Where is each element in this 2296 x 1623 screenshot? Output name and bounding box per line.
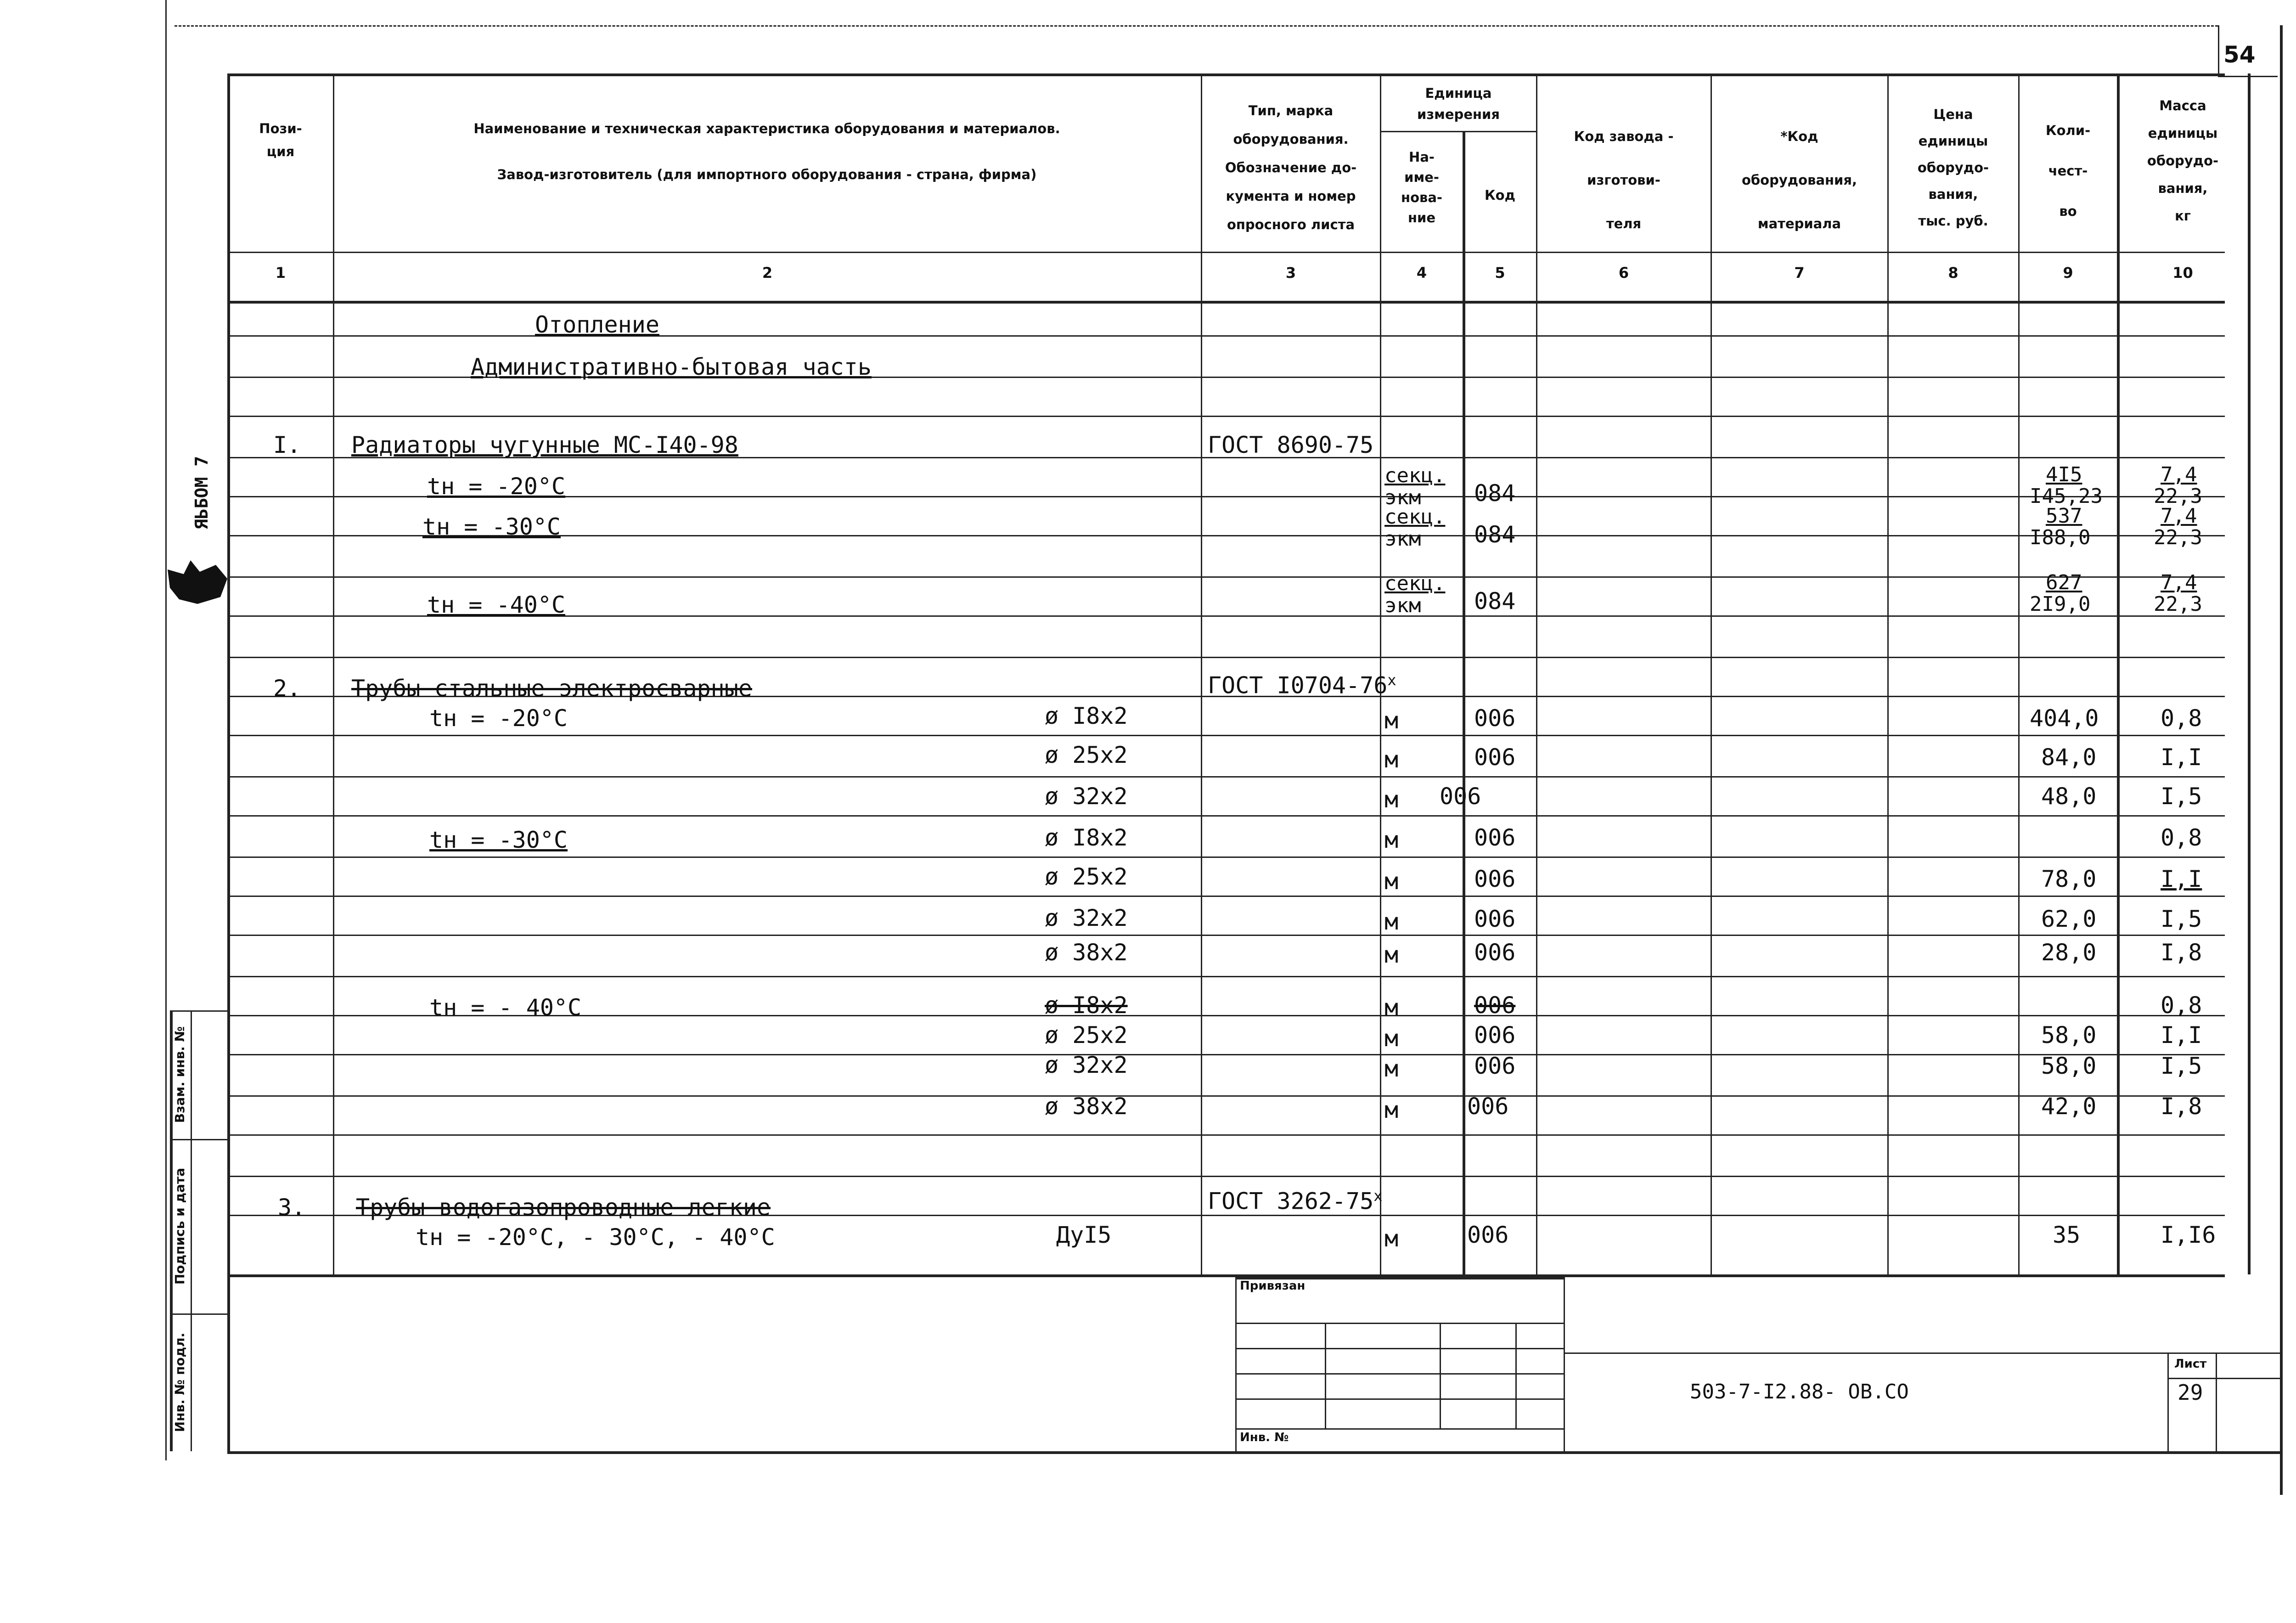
pipe-unit: м xyxy=(1384,908,1399,935)
side-stamp-line xyxy=(191,1010,192,1451)
col-number: 6 xyxy=(1618,264,1629,282)
item-2-name: Трубы стальные электросварные xyxy=(351,675,752,702)
title-block-list-label: Лист xyxy=(2174,1357,2207,1371)
title-block-line xyxy=(1235,1323,1564,1324)
item-2-temp-label: tн = -20°С xyxy=(429,705,568,732)
row-line xyxy=(227,657,2225,658)
pipe-unit: м xyxy=(1384,941,1399,968)
side-stamp-line xyxy=(170,1313,227,1315)
item-1-unit-bottom: экм xyxy=(1384,594,1421,617)
item-3-qty: 35 xyxy=(2053,1222,2081,1248)
sheet-number: 54 xyxy=(2223,41,2256,68)
pipe-unit: м xyxy=(1384,1097,1399,1123)
pipe-qty: 48,0 xyxy=(2041,783,2097,810)
pipe-code: 006 xyxy=(1474,705,1516,732)
item-1-mass-top: 7,4 xyxy=(2161,504,2197,528)
row-line xyxy=(227,1095,2225,1097)
item-3-size: ДуI5 xyxy=(1056,1222,1112,1248)
pipe-mass: I,I xyxy=(2161,866,2202,892)
item-1-name: Радиаторы чугунные МС-I40-98 xyxy=(351,432,738,458)
pipe-size: ø 25x2 xyxy=(1045,742,1128,768)
header-price: Цена единицы оборудо- вания, тыс. руб. xyxy=(1917,107,1989,229)
col-line xyxy=(1711,73,1712,1274)
item-2-temp-label: tн = - 40°С xyxy=(429,994,582,1021)
item-2-temp-label: tн = -30°С xyxy=(429,827,568,853)
pipe-size: ø I8x2 xyxy=(1045,824,1128,851)
title-block-line xyxy=(1235,1348,1564,1349)
title-block-line xyxy=(1564,1352,2280,1354)
pipe-qty: 84,0 xyxy=(2041,744,2097,771)
pipe-mass: 0,8 xyxy=(2161,705,2202,732)
item-3-unit: м xyxy=(1384,1225,1399,1252)
row-line xyxy=(227,976,2225,977)
subsection-title: Административно-бытовая часть xyxy=(471,354,872,380)
title-block-privyazan: Привязан xyxy=(1240,1279,1306,1293)
row-line xyxy=(227,576,2225,578)
row-line xyxy=(227,935,2225,936)
item-1-qty-top: 4I5 xyxy=(2046,463,2082,486)
item-1-code: 084 xyxy=(1474,521,1516,548)
header-factory-code: Код завода - изготови- теля xyxy=(1574,129,1674,231)
row-line xyxy=(227,335,2225,337)
pipe-size: ø 38x2 xyxy=(1045,939,1128,966)
item-3-temp-label: tн = -20°С, - 30°С, - 40°С xyxy=(416,1224,775,1251)
pipe-mass: I,I xyxy=(2161,744,2202,771)
title-block-line xyxy=(1515,1323,1517,1428)
item-1-unit-top: секц. xyxy=(1384,464,1446,487)
frame-left-line xyxy=(165,0,167,1460)
col-line xyxy=(2248,73,2251,1274)
pipe-code: 006 xyxy=(1467,1093,1509,1120)
item-1-qty-bottom: I45,23 xyxy=(2030,485,2103,508)
col-number: 10 xyxy=(2172,264,2193,282)
pipe-size: ø 25x2 xyxy=(1045,1022,1128,1048)
col-line xyxy=(1887,73,1889,1274)
item-1-qty-top: 537 xyxy=(2046,504,2082,528)
pipe-code: 006 xyxy=(1474,824,1516,851)
item-1-mass-bottom: 22,3 xyxy=(2154,592,2202,616)
numbers-bottom xyxy=(227,301,2225,304)
title-block-list-number: 29 xyxy=(2178,1380,2203,1405)
header-unit-name: На- име- нова- ние xyxy=(1401,149,1442,225)
pipe-qty: 42,0 xyxy=(2041,1093,2097,1120)
row-line xyxy=(227,776,2225,778)
pipe-size: ø I8x2 xyxy=(1045,992,1128,1019)
pipe-qty: 404,0 xyxy=(2030,705,2099,732)
pipe-mass: I,I xyxy=(2161,1022,2202,1048)
pipe-mass: I,5 xyxy=(2161,906,2202,932)
pipe-code: 006 xyxy=(1474,866,1516,892)
frame-top-line xyxy=(174,25,2218,27)
sheet-number-box-border xyxy=(2218,25,2219,76)
row-line xyxy=(227,735,2225,736)
frame-right-line xyxy=(2280,25,2283,1495)
pipe-code: 006 xyxy=(1474,992,1516,1019)
title-block-line xyxy=(2216,1352,2217,1451)
table-top xyxy=(227,73,2225,76)
pipe-mass: I,8 xyxy=(2161,939,2202,966)
title-block-line xyxy=(1235,1398,1564,1400)
pipe-code: 006 xyxy=(1474,744,1516,771)
col-number: 3 xyxy=(1285,264,1296,282)
item-1-qty-top: 627 xyxy=(2046,571,2082,594)
col-number: 4 xyxy=(1416,264,1427,282)
pipe-code: 006 xyxy=(1474,906,1516,932)
col-line xyxy=(2117,73,2120,1274)
frame-bottom xyxy=(227,1451,2280,1454)
header-unit-code: Код xyxy=(1484,187,1516,203)
pipe-unit: м xyxy=(1384,746,1399,773)
header-manufacturer: Завод-изготовитель (для импортного оборудования - страна, фирма) xyxy=(497,167,1037,182)
title-block-line xyxy=(1564,1277,1565,1451)
pipe-size: ø 38x2 xyxy=(1045,1093,1128,1120)
item-1-mass-top: 7,4 xyxy=(2161,571,2197,594)
item-1-mass-top: 7,4 xyxy=(2161,463,2197,486)
pipe-size: ø 32x2 xyxy=(1045,1052,1128,1078)
item-1-temp-label: tн = -30°С xyxy=(422,513,561,540)
side-stamp-sign-date: Подпись и дата xyxy=(172,1167,187,1285)
pipe-unit: м xyxy=(1384,1055,1399,1082)
title-block-line xyxy=(1440,1323,1441,1428)
row-line xyxy=(227,416,2225,417)
col-line xyxy=(2018,73,2020,1274)
title-block-line xyxy=(1235,1277,1237,1451)
item-1-unit-bottom: экм xyxy=(1384,486,1421,509)
item-1-qty-bottom: I88,0 xyxy=(2030,526,2091,549)
pipe-unit: м xyxy=(1384,1025,1399,1052)
row-line xyxy=(227,1054,2225,1055)
header-quantity: Коли- чест- во xyxy=(2045,123,2091,219)
title-block-inv-no: Инв. № xyxy=(1240,1431,1289,1444)
header-mass: Масса единицы оборудо- вания, кг xyxy=(2147,98,2219,224)
item-1-mass-bottom: 22,3 xyxy=(2154,485,2202,508)
title-block-line xyxy=(1235,1428,1564,1430)
pipe-size: ø 32x2 xyxy=(1045,783,1128,810)
side-note: ЯЬБОМ 7 xyxy=(191,456,212,530)
pipe-code: 006 xyxy=(1474,1053,1516,1079)
row-line xyxy=(227,1134,2225,1136)
side-stamp-inv-podl: Инв. № подл. xyxy=(172,1332,187,1432)
item-3-position: 3. xyxy=(278,1194,306,1221)
header-unit: Единица измерения xyxy=(1417,85,1500,122)
col-number: 9 xyxy=(2063,264,2073,282)
row-line xyxy=(227,1176,2225,1177)
pipe-unit: м xyxy=(1384,707,1399,734)
pipe-unit: м xyxy=(1384,868,1399,895)
col-number: 7 xyxy=(1794,264,1805,282)
pipe-unit: м xyxy=(1384,827,1399,853)
side-stamp-inv-zam: Взам. инв. № xyxy=(172,1026,187,1123)
pipe-qty: 58,0 xyxy=(2041,1022,2097,1048)
col-line xyxy=(1201,73,1202,1274)
row-line xyxy=(227,815,2225,817)
row-line xyxy=(227,857,2225,858)
header-type: Тип, марка оборудования. Обозначение до- кумента и номер опросного листа xyxy=(1225,103,1357,232)
title-block-line xyxy=(2167,1352,2169,1451)
col-number: 5 xyxy=(1495,264,1505,282)
col-number: 1 xyxy=(275,264,286,282)
pipe-code: 006 xyxy=(1474,939,1516,966)
item-1-qty-bottom: 2I9,0 xyxy=(2030,592,2091,616)
section-title: Отопление xyxy=(535,311,659,338)
pipe-mass: 0,8 xyxy=(2161,824,2202,851)
item-2-doc: ГОСТ I0704-76$^x$ xyxy=(1208,671,1396,699)
pipe-qty: 78,0 xyxy=(2041,866,2097,892)
pipe-qty: 62,0 xyxy=(2041,906,2097,932)
pipe-mass: I,8 xyxy=(2161,1093,2202,1120)
pipe-size: ø I8x2 xyxy=(1045,703,1128,729)
pipe-qty: 28,0 xyxy=(2041,939,2097,966)
unit-header-divider xyxy=(1380,131,1536,132)
header-bottom xyxy=(227,252,2225,253)
item-3-mass: I,I6 xyxy=(2161,1222,2216,1248)
table-bottom xyxy=(227,1274,2225,1277)
title-block-line xyxy=(2167,1378,2280,1379)
item-3-name: Трубы водогазопроводные легкие xyxy=(356,1194,771,1221)
pipe-size: ø 25x2 xyxy=(1045,863,1128,890)
item-1-doc: ГОСТ 8690-75 xyxy=(1208,432,1374,458)
item-1-temp-label: tн = -40°С xyxy=(427,592,566,618)
item-1-unit-top: секц. xyxy=(1384,572,1446,595)
pipe-unit: м xyxy=(1384,786,1399,813)
pipe-size: ø 32x2 xyxy=(1045,905,1128,931)
row-line xyxy=(227,896,2225,897)
pipe-code: 006 xyxy=(1474,1022,1516,1048)
item-1-temp-label: tн = -20°С xyxy=(427,473,566,500)
pipe-code: 006 xyxy=(1440,783,1481,810)
item-1-code: 084 xyxy=(1474,588,1516,614)
item-1-mass-bottom: 22,3 xyxy=(2154,526,2202,549)
title-block-line xyxy=(1325,1323,1326,1428)
pipe-qty: 58,0 xyxy=(2041,1053,2097,1079)
col-line xyxy=(1536,73,1537,1274)
pipe-mass: I,5 xyxy=(2161,1053,2202,1079)
item-2-position: 2. xyxy=(273,675,301,702)
item-1-position: I. xyxy=(273,432,301,458)
header-position: Пози- ция xyxy=(259,121,302,159)
col-line xyxy=(1463,131,1465,1274)
col-number: 8 xyxy=(1948,264,1958,282)
ink-blot-icon xyxy=(165,556,230,606)
header-name: Наименование и техническая характеристика оборудования и материалов. xyxy=(473,121,1060,136)
title-block-doc-code: 503-7-I2.88- ОВ.СО xyxy=(1690,1380,1909,1403)
item-3-doc: ГОСТ 3262-75$^x$ xyxy=(1208,1187,1383,1215)
item-1-unit-top: секц. xyxy=(1384,505,1446,529)
col-number: 2 xyxy=(762,264,773,282)
col-line xyxy=(333,73,334,1274)
title-block-line xyxy=(1235,1373,1564,1375)
pipe-unit: м xyxy=(1384,994,1399,1021)
pipe-mass: I,5 xyxy=(2161,783,2202,810)
item-3-code: 006 xyxy=(1467,1222,1509,1248)
item-1-unit-bottom: экм xyxy=(1384,527,1421,551)
header-equipment-code: *Код оборудования, материала xyxy=(1741,129,1857,231)
pipe-mass: 0,8 xyxy=(2161,992,2202,1019)
item-1-code: 084 xyxy=(1474,480,1516,507)
